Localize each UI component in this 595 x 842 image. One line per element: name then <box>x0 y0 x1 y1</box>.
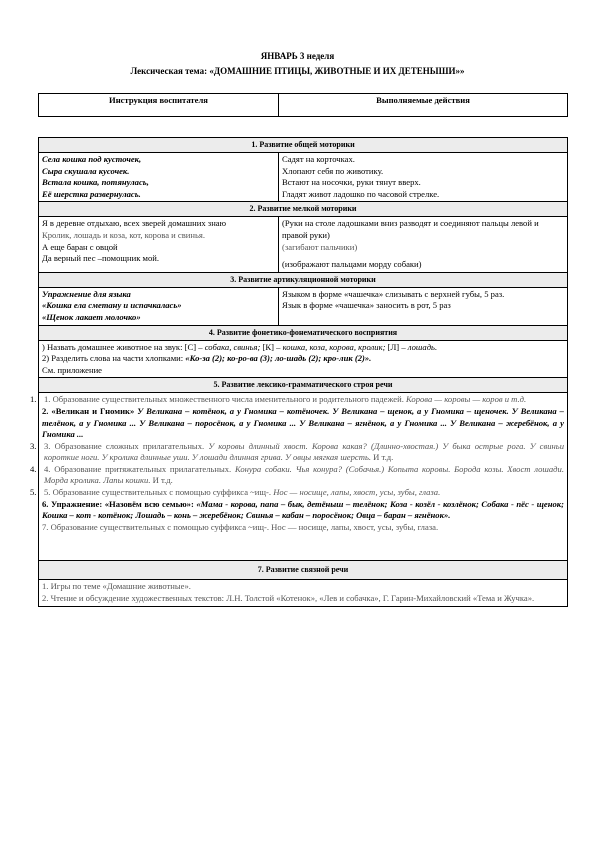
lexical-item-7: 7. Образование существительных с помощью суффикса ~ищ-. Нос — носище, лапы, хвост, усы, зубы, глаза. <box>42 521 439 532</box>
coherent-item-2: 2. Чтение и обсуждение художественных текстов: Л.Н. Толстой «Котенок», «Лев и собачка», Г. Гарин-Михайловский «Тема и Жучка». <box>42 593 535 604</box>
action-line: (загибают пальчики) <box>282 241 358 252</box>
lesson-table <box>30 93 568 607</box>
lexical-blank-space <box>42 533 564 559</box>
lexical-item-5: 5. 5. Образование существительных с помощью суффикса ~ищ-. Нос — носище, лапы, хвост, усы, зубы, глаза. <box>30 487 441 498</box>
action-line: Язык в форме «чашечка» заносить в рот, 5 раз <box>282 300 451 311</box>
coherent-speech-content <box>39 580 568 606</box>
section-title-coherent-speech: 7. Развитие связной речи <box>39 561 568 580</box>
section-title-phonetic: 4. Развитие фонетико-фонематического восприятия <box>39 325 568 340</box>
poem-line: Её шерстка развернулась. <box>42 188 141 199</box>
fine-motor-actions <box>279 217 568 272</box>
exercise-line: «Щенок лакает молочко» <box>42 311 141 322</box>
exercise-line: Упражнение для языка <box>42 288 131 299</box>
fine-motor-instructions <box>39 217 279 272</box>
action-line: Встают на носочки, руки тянут вверх. <box>282 177 421 188</box>
phonetic-task-1: ) Назвать домашнее животное на звук: [С] – собака, свинья; [К] – кошка, коза, корова, кролик; [Л] – лошадь. <box>42 341 438 352</box>
poem-line: Встала кошка, потянулась, <box>42 177 149 188</box>
lexical-item-6: 6. Упражнение: «Назовём всю семью»: «Мама - корова, папа – бык, детёныш – телёнок; Коза - козёл - козлёнок; Собака - пёс - щенок; Кошка – кот - котёнок; Лошадь – конь – жеребёнок; Свинья – кабан – поросёнок; Овца – баран – ягнёнок». <box>42 498 564 521</box>
articulation-instructions <box>39 287 279 325</box>
articulation-actions <box>279 287 568 325</box>
section-title-general-motor: 1. Развитие общей моторики <box>39 138 568 153</box>
lexical-item-4: 4. 4. Образование притяжательных прилагательных. Конура собаки. Чья конура? (Собачья.) Копыта коровы. Борода козы. Хвост лошади. Морда кролика. Лапы кошки. И т.д. <box>30 463 564 486</box>
exercise-line: «Кошка ела сметану и испачкалась» <box>42 300 182 311</box>
section-title-fine-motor: 2. Развитие мелкой моторики <box>39 202 568 217</box>
spacer-row <box>39 117 568 138</box>
action-line: Хлопают себя по животику. <box>282 165 384 176</box>
section-phonetic-row <box>39 340 568 378</box>
action-line: (изображают пальцами морду собаки) <box>282 259 422 270</box>
action-line: Гладят живот ладошко по часовой стрелке. <box>282 188 440 199</box>
column-header-left: Инструкция воспитателя <box>39 94 279 117</box>
phonetic-content <box>39 340 568 378</box>
action-line: Языком в форме «чашечка» слизывать с верхней губы, 5 раз. <box>282 288 505 299</box>
rhyme-line: Кролик, лошадь и коза, кот, корова и свинья. <box>42 229 206 240</box>
poem-line: Села кошка под кусточек, <box>42 154 142 164</box>
column-header-right: Выполняемые действия <box>279 94 568 117</box>
section-articulation-row <box>39 287 568 325</box>
action-line: (Руки на столе ладошками вниз разводят и соединяют пальцы левой и правой руки) <box>282 218 539 240</box>
action-line: Садят на корточках. <box>282 154 355 164</box>
phonetic-appendix-ref: См. приложение <box>42 364 102 375</box>
section-title-lexical: 5. Развитие лексико-грамматического строя речи <box>39 378 568 393</box>
lexical-item-1: 1. 1. Образование существительных множественного числа именительного и родительного падежей. Корова — коровы — коров и т.д. <box>30 394 527 405</box>
header-topic: Лексическая тема: «ДОМАШНИЕ ПТИЦЫ, ЖИВОТНЫЕ И ИХ ДЕТЕНЫШИ»» <box>130 66 465 76</box>
coherent-item-1: 1. Игры по теме «Домашние животные». <box>42 581 191 592</box>
header-week: ЯНВАРЬ 3 неделя <box>260 51 335 61</box>
general-motor-actions <box>279 153 568 202</box>
section-general-motor-row <box>39 153 568 202</box>
lexical-content <box>30 393 568 561</box>
general-motor-instructions <box>39 153 279 202</box>
rhyme-line: Я в деревне отдыхаю, всех зверей домашних знаю <box>42 218 227 229</box>
section-lexical-row <box>39 393 568 561</box>
column-header-row <box>39 94 568 117</box>
poem-line: Сыра скушала кусочек. <box>42 165 130 176</box>
rhyme-line: А еще баран с овцой <box>42 241 118 252</box>
lexical-item-3: 3. 3. Образование сложных прилагательных. У коровы длинный хвост. Корова какая? (Длинно-хвостая.) У быка острые рога. У свиньи короткие ноги. У кролика длинные уши. У лошади длинная грива. У овцы мягкая шерсть. И т.д. <box>30 440 564 463</box>
phonetic-task-2: 2) Разделить слова на части хлопками: «Ко-за (2); ко-ро-ва (3); ло-шадь (2); кро-лик (2)». <box>42 353 372 364</box>
section-title-articulation: 3. Развитие артикуляционной моторики <box>39 272 568 287</box>
section-coherent-speech-row <box>39 580 568 606</box>
rhyme-line: Да верный пес –помощник мой. <box>42 253 160 264</box>
section-fine-motor-row <box>39 217 568 272</box>
lexical-item-2: 2. «Великан и Гномик» У Великана – котёнок, а у Гномика – котёночек. У Великана – щенок, а у Гномика – щеночек. У Великана – телёнок, а у Гномика ... У Великана – поросёнок, а у Гномика ... У Великана – ягнёнок, а у Гномика ... У Великана – жеребёнок, а у Гномика ... <box>42 405 564 440</box>
